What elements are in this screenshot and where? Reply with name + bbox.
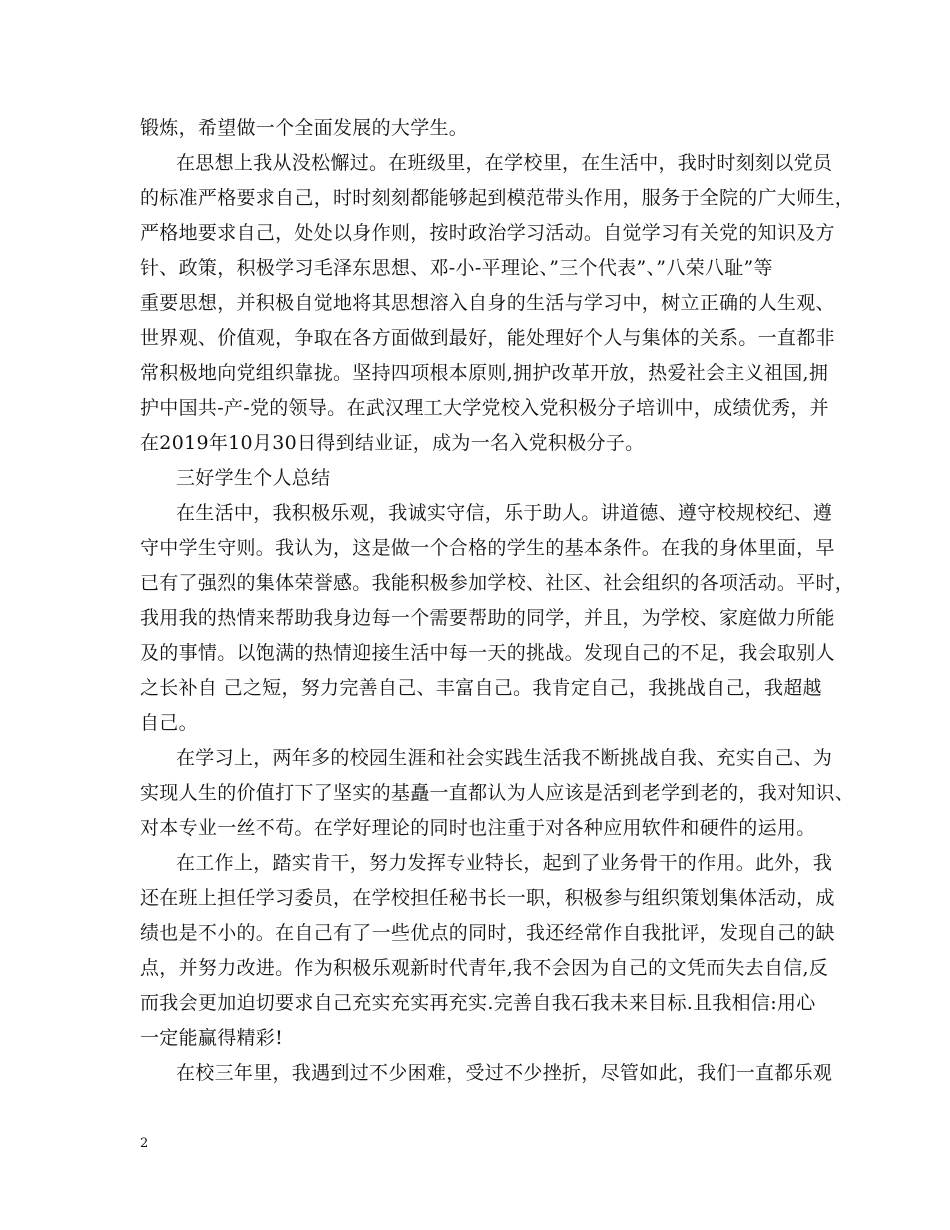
- text-line: 常积极地向党组织靠拢。坚持四项根本原则,拥护改革开放，热爱社会主义祖国,拥: [140, 362, 829, 384]
- text-line: 世界观、价值观，争取在各方面做到最好，能处理好个人与集体的关系。一直都非: [140, 327, 835, 349]
- text-line: 绩也是不小的。在自己有了一些优点的同时，我还经常作自我批评，发现自己的缺: [140, 922, 835, 944]
- text-line: 护中国共-产-党的领导。在武汉理工大学党校入党积极分子培训中，成绩优秀，并: [140, 397, 829, 419]
- text-line: 在生活中，我积极乐观，我诚实守信，乐于助人。讲道德、遵守校规校纪、遵: [176, 502, 833, 524]
- text-line: 实现人生的价值打下了坚实的基矗一直都认为人应该是活到老学到老的，我对知识、: [140, 782, 855, 804]
- text-line: 严格地要求自己，处处以身作则，按时政治学习活动。自觉学习有关党的知识及方: [140, 222, 835, 244]
- text-line: 之长补自 己之短，努力完善自己、丰富自己。我肯定自己，我挑战自己，我超越: [140, 677, 822, 699]
- text-line: 在工作上，踏实肯干，努力发挥专业特长，起到了业务骨干的作用。此外，我: [176, 852, 833, 874]
- page-number: 2: [140, 1136, 149, 1151]
- text-line: 已有了强烈的集体荣誉感。我能积极参加学校、社区、社会组织的各项活动。平时，: [140, 572, 855, 594]
- text-line: 点，并努力改进。作为积极乐观新时代青年,我不会因为自己的文凭而失去自信,反: [140, 957, 829, 979]
- text-line: 针、政策，积极学习毛泽东思想、邓-小-平理论、”三个代表”、”八荣八耻”等: [140, 257, 773, 279]
- text-line: 在2019年10月30日得到结业证，成为一名入党积极分子。: [140, 432, 645, 454]
- text-line: 在学习上，两年多的校园生涯和社会实践生活我不断挑战自我、充实自己、为: [176, 747, 833, 769]
- text-line: 在思想上我从没松懈过。在班级里，在学校里，在生活中，我时时刻刻以党员: [176, 152, 833, 174]
- text-line: 还在班上担任学习委员，在学校担任秘书长一职，积极参与组织策划集体活动，成: [140, 887, 835, 909]
- text-line: 自己。: [140, 712, 198, 734]
- text-line: 一定能赢得精彩!: [140, 1027, 284, 1049]
- text-line: 守中学生守则。我认为，这是做一个合格的学生的基本条件。在我的身体里面，早: [140, 537, 835, 559]
- text-line: 在校三年里，我遇到过不少困难，受过不少挫折，尽管如此，我们一直都乐观: [176, 1062, 833, 1084]
- text-line: 我用我的热情来帮助我身边每一个需要帮助的同学，并且，为学校、家庭做力所能: [140, 607, 835, 629]
- text-line: 锻炼，希望做一个全面发展的大学生。: [140, 117, 469, 139]
- section-heading: 三好学生个人总结: [176, 467, 331, 489]
- text-line: 而我会更加迫切要求自己充实充实再充实.完善自我石我未来目标.且我相信:用心: [140, 992, 816, 1014]
- text-line: 重要思想，并积极自觉地将其思想溶入自身的生活与学习中，树立正确的人生观、: [140, 292, 835, 314]
- text-line: 的标准严格要求自己，时时刻刻都能够起到模范带头作用，服务于全院的广大师生，: [140, 187, 855, 209]
- text-line: 及的事情。以饱满的热情迎接生活中每一天的挑战。发现自己的不足，我会取别人: [140, 642, 835, 664]
- text-line: 对本专业一丝不苟。在学好理论的同时也注重于对各种应用软件和硬件的运用。: [140, 817, 816, 839]
